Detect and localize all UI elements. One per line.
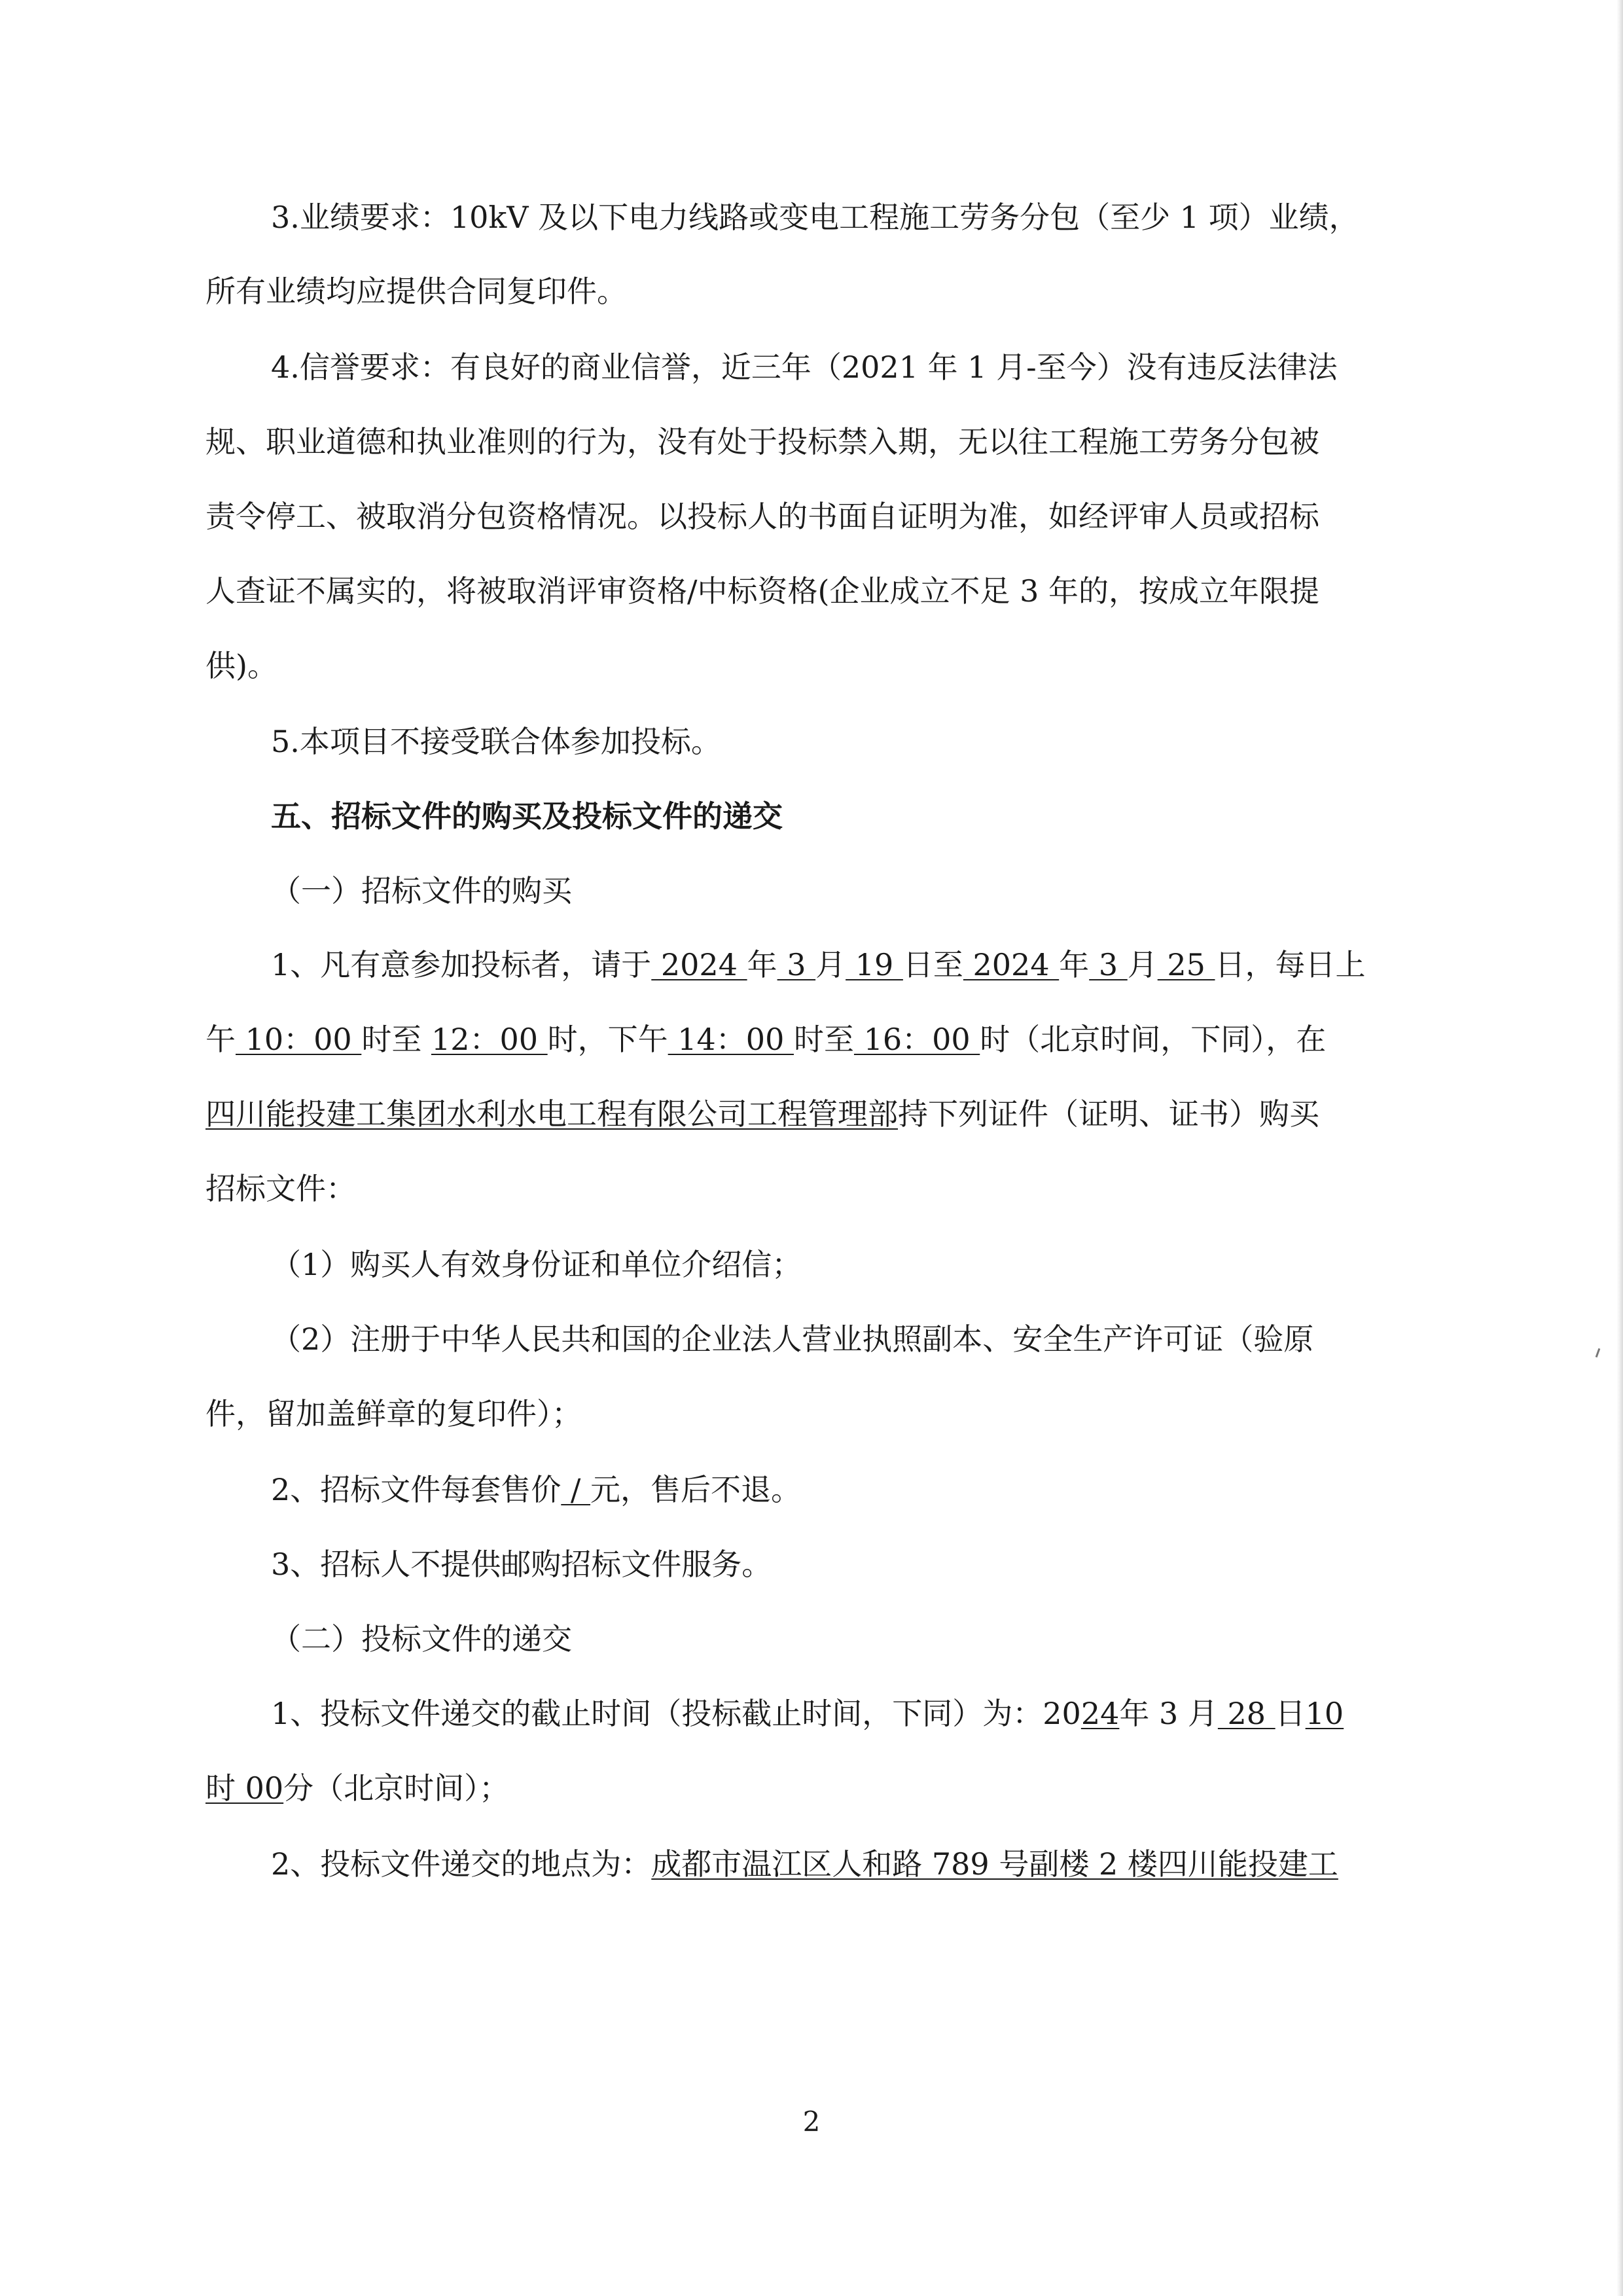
text-line bbox=[205, 495, 1397, 537]
text-segment: 责令停工、被取消分包资格情况。以投标人的书面自证明为准，如经评审人员或招标 bbox=[205, 499, 1319, 534]
text-segment: （一）招标文件的购买 bbox=[271, 873, 572, 908]
text-segment: 件，留加盖鲜章的复印件）； bbox=[205, 1396, 582, 1431]
text-segment: 4.信誉要求：有良好的商业信誉，近三年（2021 年 1 月-至今）没有违反法律法 bbox=[271, 350, 1338, 385]
text-line bbox=[205, 421, 1397, 463]
text-segment: 3、招标人不提供邮购招标文件服务。 bbox=[271, 1547, 772, 1582]
text-segment: 招标文件： bbox=[205, 1171, 356, 1206]
underlined-field: 2024 bbox=[651, 947, 747, 982]
text-segment: 1、投标文件递交的截止时间（投标截止时间，下同）为：20 bbox=[271, 1696, 1081, 1731]
text-line bbox=[205, 570, 1397, 612]
text-segment: 2、投标文件递交的地点为： bbox=[271, 1846, 652, 1882]
text-line bbox=[271, 1318, 1397, 1360]
text-line bbox=[271, 870, 1397, 912]
text-line bbox=[205, 645, 1397, 687]
text-line bbox=[205, 1767, 1397, 1809]
scan-edge-shadow bbox=[1616, 0, 1623, 2296]
text-segment: （二）投标文件的递交 bbox=[271, 1621, 572, 1657]
underlined-field: 25 bbox=[1157, 947, 1215, 982]
underlined-field: 16：00 bbox=[853, 1022, 980, 1057]
underlined-field: 10：00 bbox=[236, 1022, 362, 1057]
text-segment: 分（北京时间）； bbox=[283, 1770, 510, 1806]
text-segment: 午 bbox=[205, 1022, 236, 1057]
text-segment: 日至 bbox=[902, 947, 963, 982]
underlined-field: / bbox=[561, 1472, 591, 1507]
text-segment: 3.业绩要求：10kV 及以下电力线路或变电工程施工劳务分包（至少 1 项）业绩， bbox=[271, 200, 1359, 235]
text-segment: 日 bbox=[1275, 1696, 1306, 1731]
text-segment: 所有业绩均应提供合同复印件。 bbox=[205, 274, 627, 309]
text-segment: 规、职业道德和执业准则的行为，没有处于投标禁入期，无以往工程施工劳务分包被 bbox=[205, 424, 1319, 459]
underlined-field: 12：00 bbox=[431, 1022, 548, 1057]
text-segment: 五、招标文件的购买及投标文件的递交 bbox=[271, 798, 783, 834]
text-segment: 时至 bbox=[793, 1022, 854, 1057]
text-segment: 月 bbox=[815, 947, 846, 982]
text-segment: 年 bbox=[747, 947, 777, 982]
text-segment: 年 3 月 bbox=[1119, 1696, 1218, 1731]
text-line bbox=[205, 270, 1397, 312]
text-segment: 1、凡有意参加投标者，请于 bbox=[271, 947, 652, 982]
text-segment: （1）购买人有效身份证和单位介绍信； bbox=[271, 1247, 802, 1282]
underlined-field: 成都市温江区人和路 789 号副楼 2 楼四川能投建工 bbox=[651, 1846, 1338, 1882]
text-line bbox=[271, 196, 1397, 238]
underlined-field: 14：00 bbox=[668, 1022, 794, 1057]
text-line bbox=[271, 1244, 1397, 1285]
text-line bbox=[205, 1393, 1397, 1435]
underlined-field: 3 bbox=[1089, 947, 1128, 982]
text-segment: 时至 bbox=[361, 1022, 431, 1057]
text-line bbox=[271, 1543, 1397, 1585]
text-line bbox=[205, 1168, 1397, 1210]
section-heading bbox=[271, 795, 1397, 837]
page-number: 2 bbox=[802, 2106, 821, 2138]
underlined-field: 2024 bbox=[963, 947, 1060, 982]
text-line bbox=[271, 1843, 1397, 1885]
underlined-field: 24 bbox=[1080, 1696, 1120, 1731]
text-segment: 时（北京时间，下同），在 bbox=[980, 1022, 1327, 1057]
text-line bbox=[271, 1469, 1397, 1511]
text-segment: 月 bbox=[1127, 947, 1158, 982]
text-segment: 年 bbox=[1059, 947, 1090, 982]
text-line bbox=[271, 346, 1397, 388]
text-segment: 日，每日上 bbox=[1215, 947, 1366, 982]
text-segment: 时，下午 bbox=[547, 1022, 668, 1057]
text-segment: 供)。 bbox=[205, 648, 277, 683]
text-line bbox=[271, 1693, 1397, 1734]
text-segment: 2、招标文件每套售价 bbox=[271, 1472, 562, 1507]
text-segment: 持下列证件（证明、证书）购买 bbox=[898, 1096, 1319, 1132]
text-line bbox=[271, 721, 1397, 762]
text-segment: 人查证不属实的，将被取消评审资格/中标资格(企业成立不足 3 年的，按成立年限提 bbox=[205, 573, 1319, 609]
underlined-field: 28 bbox=[1217, 1696, 1275, 1731]
text-segment: 5.本项目不接受联合体参加投标。 bbox=[271, 724, 721, 759]
underlined-field: 10 bbox=[1305, 1696, 1344, 1731]
text-segment: 元，售后不退。 bbox=[590, 1472, 802, 1507]
text-line bbox=[205, 1018, 1397, 1060]
text-line bbox=[271, 1618, 1397, 1660]
text-line bbox=[205, 1093, 1397, 1135]
underlined-field: 时 00 bbox=[205, 1770, 284, 1806]
underlined-field: 3 bbox=[777, 947, 816, 982]
underlined-field: 四川能投建工集团水利水电工程有限公司工程管理部 bbox=[205, 1096, 898, 1132]
text-line bbox=[271, 944, 1397, 986]
underlined-field: 19 bbox=[846, 947, 903, 982]
text-segment: （2）注册于中华人民共和国的企业法人营业执照副本、安全生产许可证（验原 bbox=[271, 1321, 1314, 1357]
